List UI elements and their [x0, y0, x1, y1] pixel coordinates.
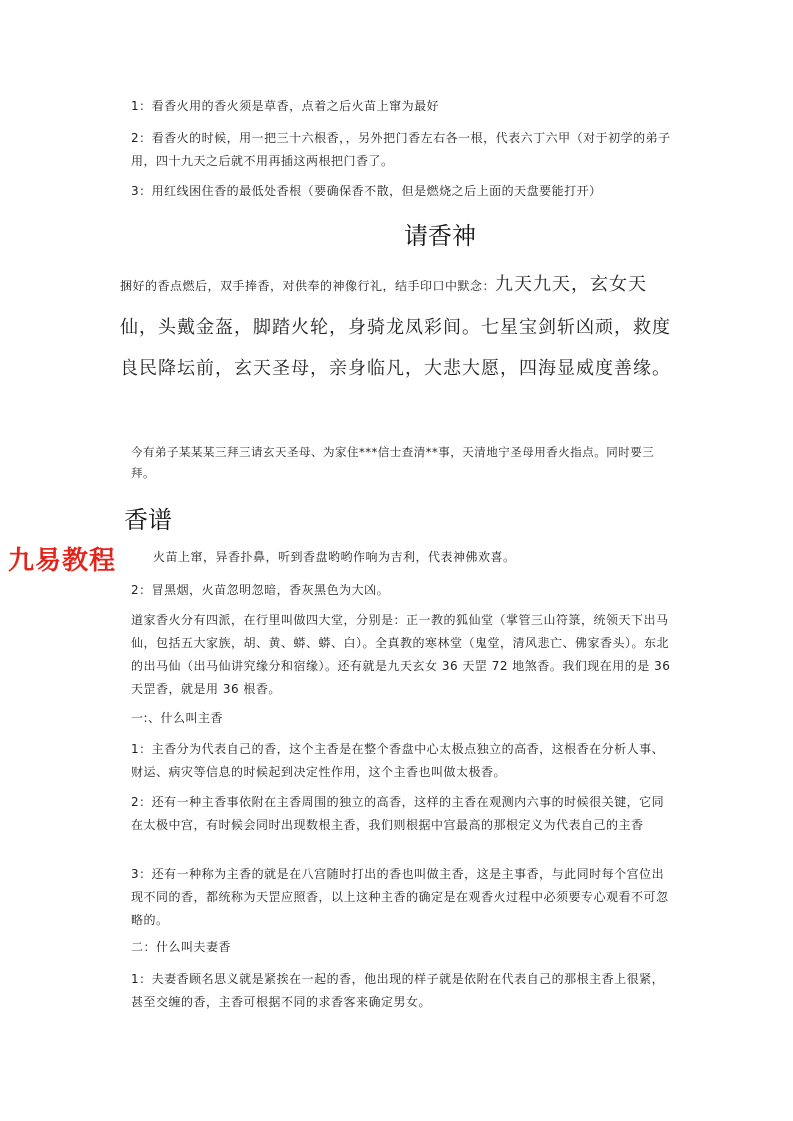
paragraph-zhu-3: 3：还有一种称为主香的就是在八宫随时打出的香也叫做主香，这是主事香，与此同时每个宫位出现不同的香，都统称为天罡应照香，以上这种主香的确定是在观香火过程中必须要专心观看不可忽略的。 [131, 867, 669, 927]
subheading-zhu-xiang: 一:、什么叫主香 [131, 711, 224, 725]
heading-xiang-pu: 香谱 [124, 506, 172, 534]
invocation-body: 九天九天，玄女天仙，头戴金盔，脚踏火轮，身骑龙凤彩间。七星宝剑斩凶顽，救度良民降坛前，玄天圣母，亲身临凡，大悲大愿，四海显威度善缘。 [120, 274, 671, 379]
paragraph-pu-1: 火苗上窜，异香扑鼻，听到香盘哟哟作响为吉利，代表神佛欢喜。 [153, 550, 516, 564]
subheading-fu-qi-xiang: 二：什么叫夫妻香 [131, 940, 232, 954]
paragraph-zhu-2: 2：还有一种主香事依附在主香周围的独立的高香，这样的主香在观测内六事的时候很关键，它同在太极中宫，有时候会同时出现数根主香，我们则根据中宫最高的那根定义为代表自己的主香 [131, 795, 665, 832]
paragraph-fuqi-1: 1：夫妻香顾名思义就是紧挨在一起的香，他出现的样子就是依附在代表自己的那根主香上很紧，甚至交缠的香，主香可根据不同的求香客来确定男女。 [131, 972, 665, 1009]
paragraph-zhu-1: 1：主香分为代表自己的香，这个主香是在整个香盘中心太极点独立的高香，这根香在分析人事、财运、病灾等信息的时候起到决定性作用，这个主香也叫做太极香。 [131, 742, 665, 779]
paragraph-top-1: 1：看香火用的香火须是草香，点着之后火苗上窜为最好 [131, 99, 440, 113]
watermark-logo: 九易教程 [8, 546, 117, 576]
paragraph-top-2: 2：看香火的时候，用一把三十六根香，，另外把门香左右各一根，代表六丁六甲（对于初学的弟子用，四十九天之后就不用再插这两根把门香了。 [131, 131, 671, 168]
paragraph-top-3: 3：用红线困住香的最低处香根（要确保香不散，但是燃烧之后上面的天盘要能打开） [131, 184, 602, 198]
paragraph-pu-2: 2：冒黑烟，火苗忽明忽暗，香灰黑色为大凶。 [131, 583, 390, 597]
invocation-lead: 捆好的香点燃后，双手捧香，对供奉的神像行礼，结手印口中默念： [120, 279, 496, 293]
invocation-paragraph [120, 264, 680, 389]
prayer-text: 今有弟子某某某三拜三请玄天圣母、为家住***信士查清**事，天清地宁圣母用香火指点。同时要三拜。 [131, 445, 655, 480]
heading-qing-xiang-shen: 请香神 [404, 222, 476, 250]
paragraph-daojia: 道家香火分有四派，在行里叫做四大堂，分别是：正一教的狐仙堂（掌管三山符箓，统领天下出马仙，包括五大家族，胡、黄、蟒、蟒、白）。全真教的寒林堂（鬼堂，清风悲亡、佛家香头）。东北的出马仙（出马仙讲究缘分和宿缘）。还有就是九天玄女 36 天罡 72 地煞香。我们现在用的是 36 天罡香，就是用 36 根香。 [131, 613, 671, 696]
